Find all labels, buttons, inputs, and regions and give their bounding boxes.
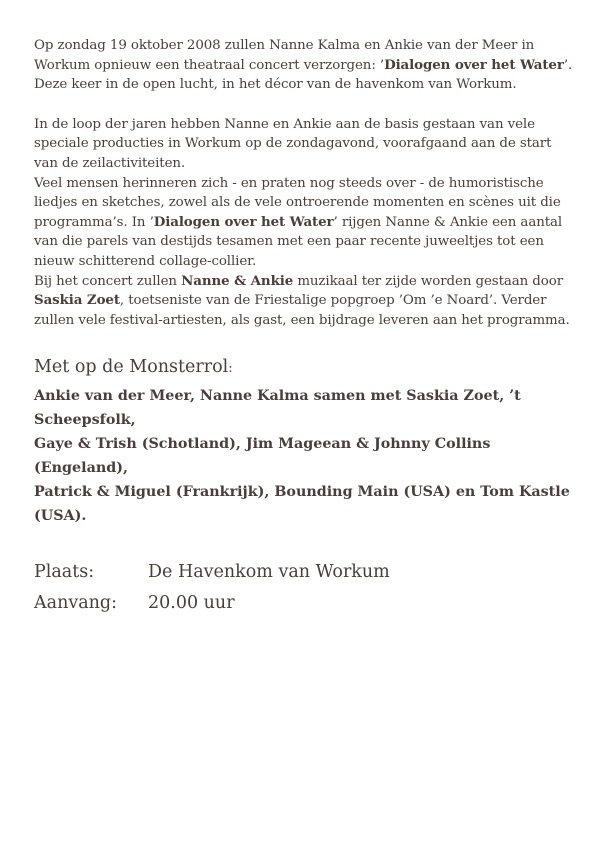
body-line-10-end: , toetseniste van de Friestalige popgroep ’Om ’e Noard’. Verder [119,293,547,309]
intro-line-3: Deze keer in de open lucht, in het décor van de havenkom van Workum. [34,77,517,93]
place-value: De Havenkom van Workum [148,561,390,582]
show-title: Dialogen over het Water [384,56,564,73]
paragraph-gap [34,95,582,115]
body-paragraph [34,115,582,331]
body-line-4: Veel mensen herinneren zich - en praten nog steeds over - de humoristische [34,175,544,191]
start-time-value: 20.00 uur [148,592,235,613]
intro-line-2-end: ’. [563,57,573,73]
lineup-heading-text: Met op de Monsterrol [34,357,229,378]
lineup-heading-colon: : [228,361,233,377]
performers-name: Nanne & Ankie [181,272,294,289]
event-details [34,556,582,618]
body-line-8: nieuw schitterend collage-collier. [34,253,257,269]
body-line-3: van de zeilactiviteiten. [34,155,186,171]
lineup-line-3: Patrick & Miguel (Frankrijk), Bounding Main (USA) en Tom Kastle (USA). [34,484,570,525]
guest-name: Saskia Zoet [34,292,120,309]
lineup-line-2: Gaye & Trish (Schotland), Jim Mageean & Johnny Collins (Engeland), [34,436,491,477]
body-line-9-start: Bij het concert zullen [34,273,182,289]
intro-line-2 [34,58,572,73]
document-page [34,36,582,618]
body-line-9-end: muzikaal ter zijde worden gestaan door [293,273,563,289]
body-line-2: speciale producties in Workum op de zondagavond, voorafgaand aan de start [34,136,552,152]
body-line-6-start: programma’s. In ’ [34,214,154,230]
lineup-line-1: Ankie van der Meer, Nanne Kalma samen met Saskia Zoet, ’t Scheepsfolk, [34,388,521,429]
body-line-10 [34,293,546,308]
place-row [34,556,582,587]
body-line-1: In de loop der jaren hebben Nanne en Ankie aan de basis gestaan van vele [34,116,535,132]
show-title-2: Dialogen over het Water [153,213,334,230]
intro-paragraph [34,36,582,95]
body-line-9 [34,274,563,289]
body-line-6 [34,215,562,230]
body-line-6-end: ’ rijgen Nanne & Ankie een aantal [333,214,563,230]
place-label: Plaats: [34,561,95,582]
intro-line-1: Op zondag 19 oktober 2008 zullen Nanne Kalma en Ankie van der Meer in [34,38,535,53]
lineup-artists [34,384,582,528]
body-line-11: zullen vele festival-artiesten, als gast, een bijdrage leveren aan het programma. [34,312,570,328]
intro-line-2-start: Workum opnieuw een theatraal concert verzorgen: ’ [34,57,385,73]
body-line-5: liedjes en sketches, zowel als de vele ontroerende momenten en scènes uit die [34,195,561,211]
start-time-row [34,587,582,618]
lineup-heading [34,357,582,377]
body-line-7: van die parels van destijds tesamen met een paar recente juweeltjes tot een [34,234,544,250]
start-time-label: Aanvang: [34,592,118,613]
